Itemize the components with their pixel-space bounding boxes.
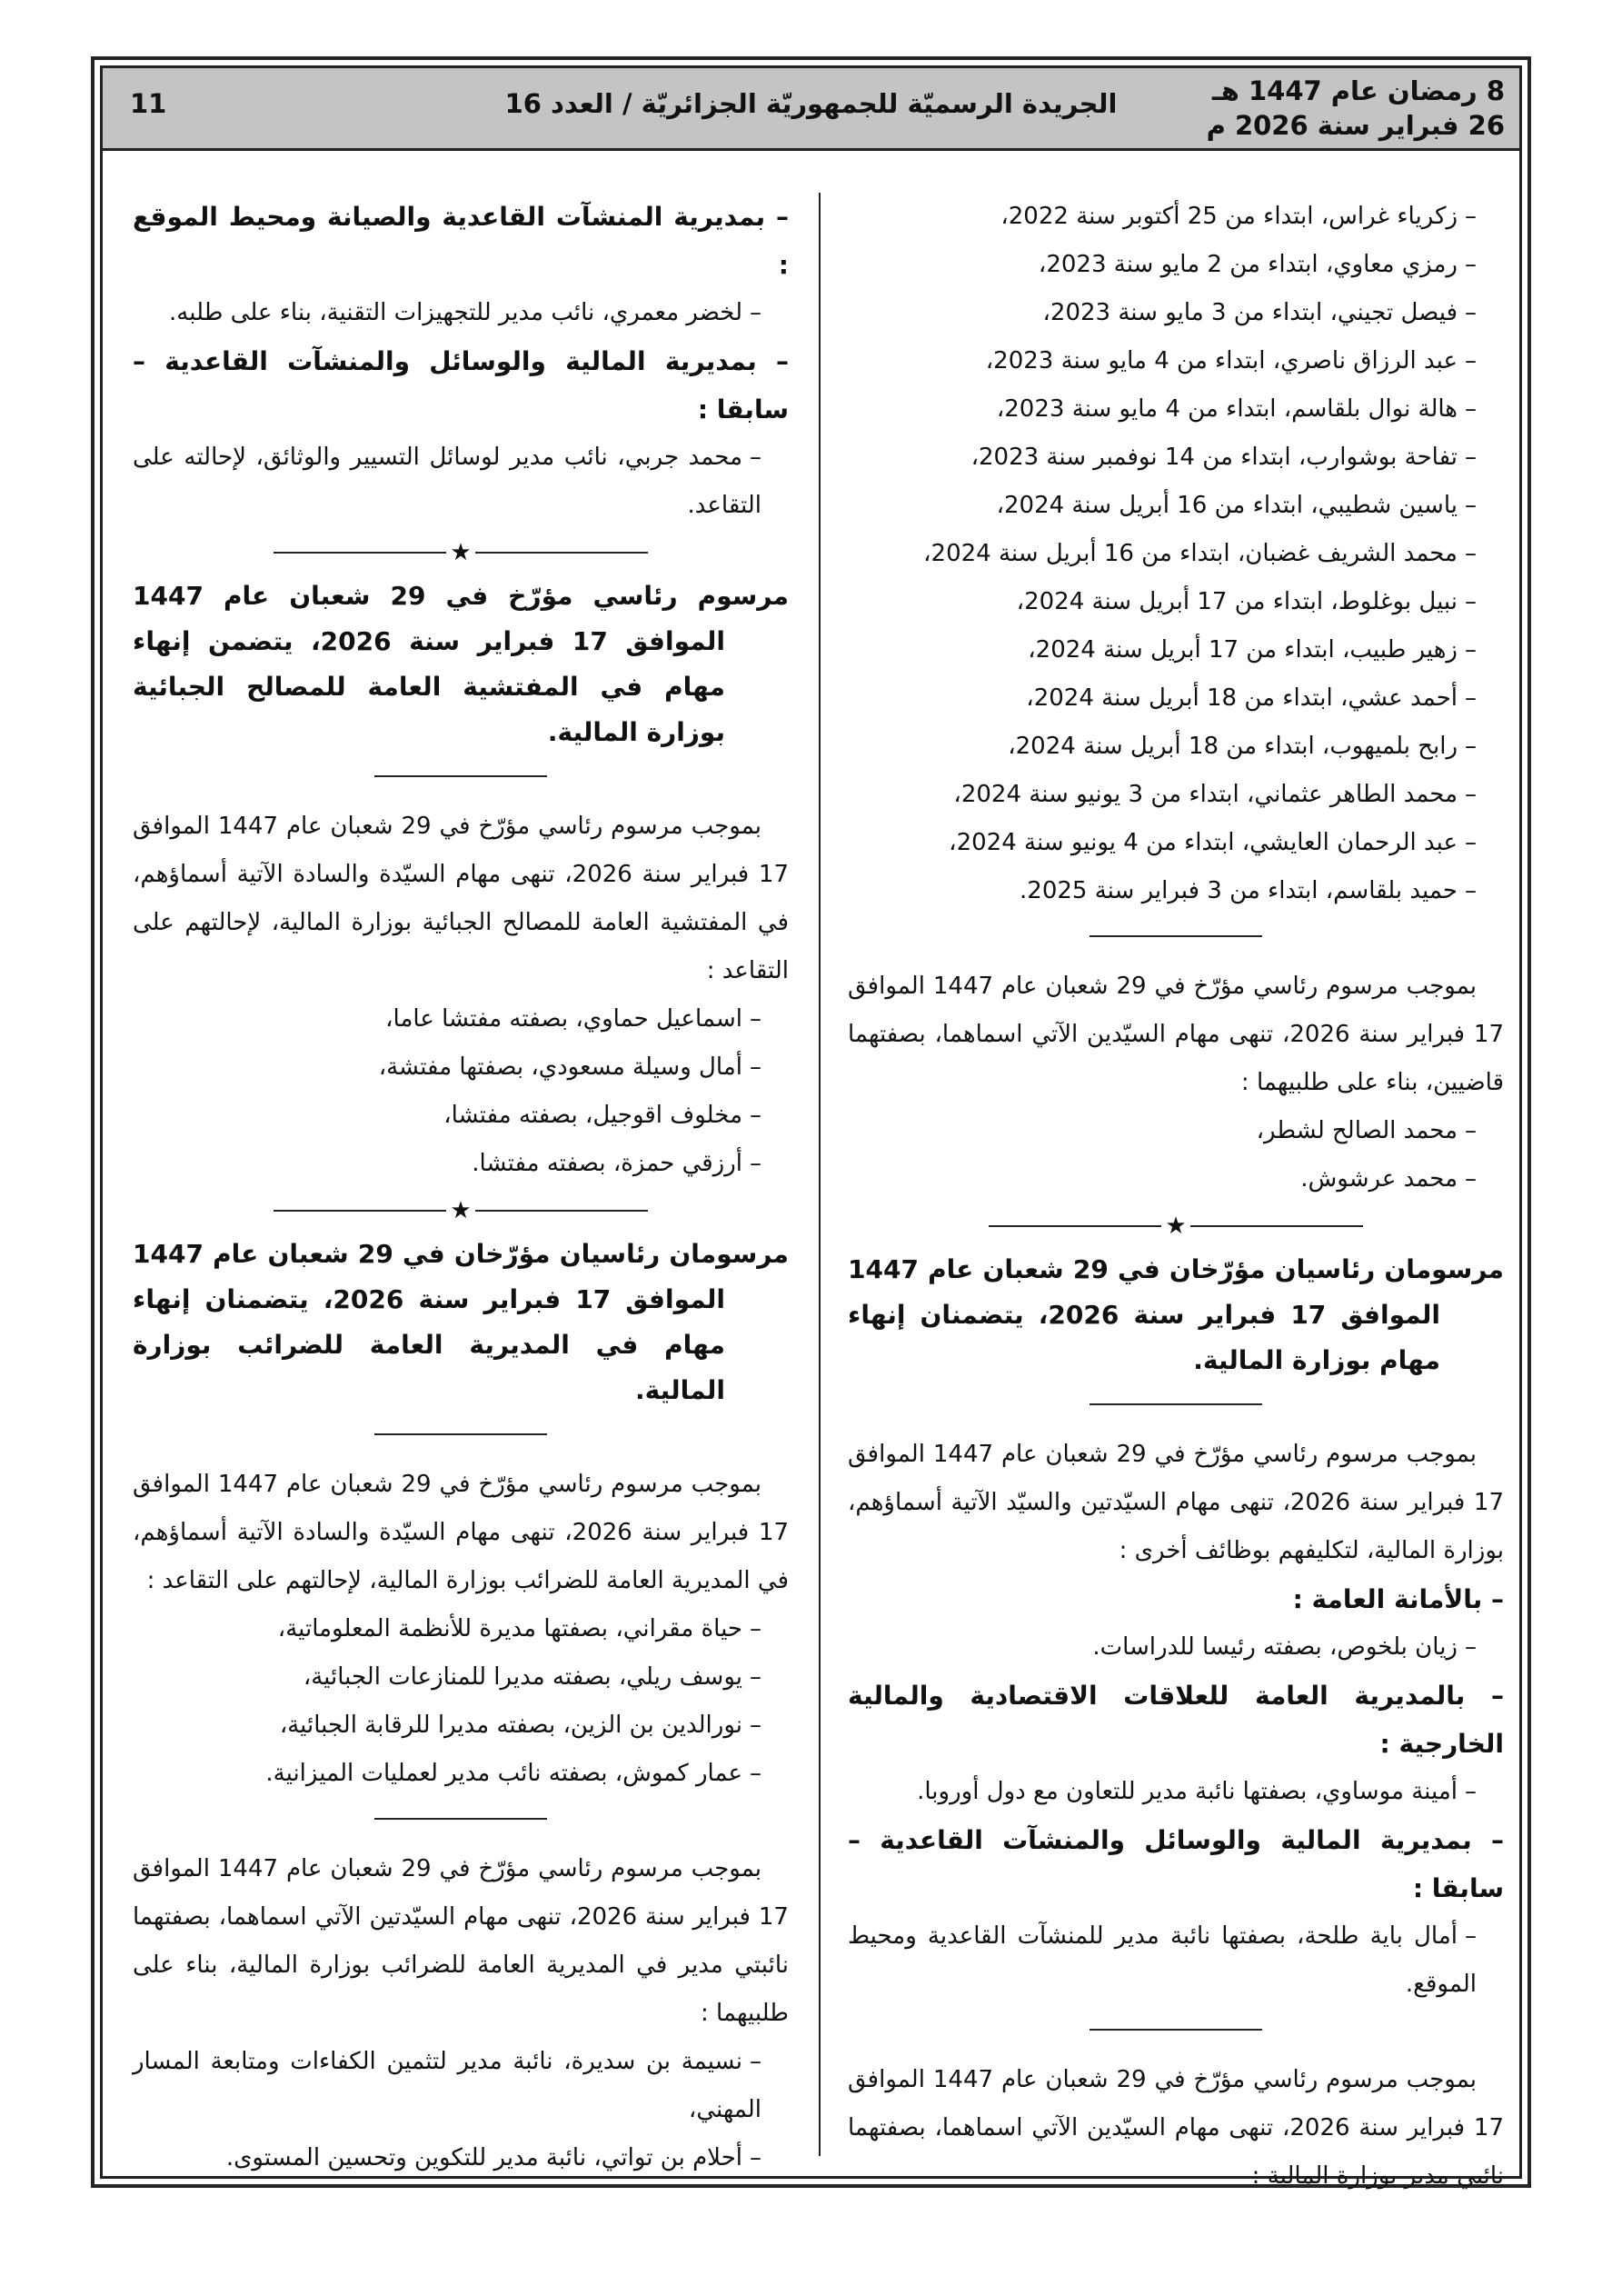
list-item-text: تفاحة بوشوارب، ابتداء من 14 نوفمبر سنة 2023،	[970, 444, 1458, 471]
list-item	[848, 1107, 1504, 1155]
separator-line	[1090, 935, 1262, 937]
dash-bullet: –	[1465, 492, 1477, 519]
list-item-text: يوسف ريلي، بصفته مديرا للمنازعات الجبائية،	[303, 1663, 742, 1691]
list-item	[133, 1605, 789, 1653]
list-item-text: محمد الشريف غضبان، ابتداء من 16 أبريل سنة 2024،	[923, 540, 1458, 567]
list-item	[848, 578, 1504, 626]
separator-line	[989, 1225, 1161, 1227]
dash-bullet: –	[1465, 1922, 1477, 1950]
decree-paragraph: بموجب مرسوم رئاسي مؤرّخ في 29 شعبان عام 1447 الموافق 17 فبراير سنة 2026، تنهى مهام السيّدتين الآتي اسماهما، بصفتهما نائبتي مدير في المديرية العامة للضرائب بوزارة المالية، بناء على طلبيهما :	[133, 1855, 789, 2027]
list-item-text: أرزقي حمزة، بصفته مفتشا.	[472, 1150, 742, 1177]
dash-bullet: –	[1465, 1778, 1477, 1805]
column-divider	[819, 193, 821, 2156]
list-item-text: أحلام بن تواتي، نائبة مدير للتكوين وتحسين المستوى.	[225, 2144, 742, 2171]
separator-line	[274, 552, 446, 554]
list-item-text: محمد جربي، نائب مدير لوسائل التسيير والوثائق، لإحالته على التقاعد.	[133, 444, 761, 519]
list-item	[848, 241, 1504, 289]
list-item-text: نورالدين بن الزين، بصفته مديرا للرقابة الجبائية،	[279, 1712, 742, 1739]
dash-bullet: –	[750, 1760, 761, 1787]
section-heading: – بالأمانة العامة :	[1292, 1584, 1504, 1614]
list-item	[133, 289, 789, 337]
list-item-text: عمار كموش، بصفته نائب مدير لعمليات الميزانية.	[265, 1760, 742, 1787]
list-item-text: زهير طبيب، ابتداء من 17 أبريل سنة 2024،	[1028, 636, 1458, 664]
list-item	[848, 193, 1504, 241]
list-item-text: رابح بلميهوب، ابتداء من 18 أبريل سنة 2024،	[1008, 733, 1458, 760]
separator-line	[374, 1433, 547, 1435]
decree-title: مرسوم رئاسي مؤرّخ في 29 شعبان عام 1447 الموافق 17 فبراير سنة 2026، يتضمن إنهاء مهام في المفتشية العامة للمصالح الجبائية بوزارة المالية.	[133, 581, 790, 747]
list-item-text: رمزي معاوي، ابتداء من 2 مايو سنة 2023،	[1038, 251, 1458, 278]
list-item	[848, 1155, 1504, 1203]
list-item	[133, 1092, 789, 1140]
list-item	[848, 723, 1504, 771]
dash-bullet: –	[1465, 733, 1477, 760]
list-item	[133, 1750, 789, 1798]
separator-line	[1190, 1225, 1363, 1227]
header-date-gregorian: 26 فبراير سنة 2026 م	[1206, 110, 1505, 141]
list-item-text: زكرياء غراس، ابتداء من 25 أكتوبر سنة 2022،	[1000, 203, 1458, 230]
list-item	[848, 674, 1504, 723]
dash-bullet: –	[750, 1102, 761, 1129]
right-column	[848, 193, 1504, 2201]
list-item	[133, 1043, 789, 1092]
list-item	[133, 1702, 789, 1750]
dash-bullet: –	[1465, 636, 1477, 664]
dash-bullet: –	[750, 444, 761, 471]
dash-bullet: –	[1465, 395, 1477, 423]
list-item-text: فيصل تجيني، ابتداء من 3 مايو سنة 2023،	[1042, 299, 1458, 326]
dash-bullet: –	[1465, 299, 1477, 326]
decree-paragraph: بموجب مرسوم رئاسي مؤرّخ في 29 شعبان عام 1447 الموافق 17 فبراير سنة 2026، تنهى مهام السيّدة والسادة الآتية أسماؤهم، في المديرية العامة للضرائب بوزارة المالية، لإحالتهم على التقاعد :	[133, 1471, 789, 1594]
decree-paragraph: بموجب مرسوم رئاسي مؤرّخ في 29 شعبان عام 1447 الموافق 17 فبراير سنة 2026، تنهى مهام السيّدين الآتي اسماهما، بصفتهما قاضيين، بناء على طلبيهما :	[848, 973, 1504, 1096]
list-item	[848, 867, 1504, 915]
dash-bullet: –	[1465, 829, 1477, 856]
list-item-text: نبيل بوغلوط، ابتداء من 17 أبريل سنة 2024،	[1016, 588, 1458, 615]
list-item-text: محمد الطاهر عثماني، ابتداء من 3 يونيو سنة 2024،	[953, 781, 1458, 808]
list-item-text: هالة نوال بلقاسم، ابتداء من 4 مايو سنة 2023،	[996, 395, 1458, 423]
dash-bullet: –	[1465, 781, 1477, 808]
list-item	[848, 626, 1504, 674]
list-item-text: أمال وسيلة مسعودي، بصفتها مفتشة،	[378, 1053, 742, 1081]
list-item	[848, 1768, 1504, 1816]
star-separator	[848, 1213, 1504, 1240]
decree-paragraph: بموجب مرسوم رئاسي مؤرّخ في 29 شعبان عام 1447 الموافق 17 فبراير سنة 2026، تنهى مهام السيّدتين والسيّد الآتية أسماؤهم، بوزارة المالية، لتكليفهم بوظائف أخرى :	[848, 1441, 1504, 1564]
star-icon: ★	[1165, 1213, 1187, 1240]
section-heading: – بالمديرية العامة للعلاقات الاقتصادية والمالية الخارجية :	[848, 1681, 1504, 1759]
dash-bullet: –	[1465, 347, 1477, 374]
dash-bullet: –	[750, 1005, 761, 1033]
list-item	[133, 434, 789, 530]
dash-bullet: –	[750, 1150, 761, 1177]
star-icon: ★	[450, 1197, 472, 1224]
star-separator	[133, 1197, 789, 1224]
dash-bullet: –	[1465, 1165, 1477, 1193]
list-item	[848, 530, 1504, 578]
list-item	[133, 2134, 789, 2182]
decree-paragraph: بموجب مرسوم رئاسي مؤرّخ في 29 شعبان عام 1447 الموافق 17 فبراير سنة 2026، تنهى مهام السيّدين الآتي اسماهما، بصفتهما نائبي مدير بوزارة المالية :	[848, 2066, 1504, 2190]
dash-bullet: –	[1465, 444, 1477, 471]
dash-bullet: –	[750, 1712, 761, 1739]
list-item	[133, 1140, 789, 1188]
dash-bullet: –	[750, 1615, 761, 1642]
dash-bullet: –	[750, 299, 761, 326]
list-item-text: اسماعيل حماوي، بصفته مفتشا عاما،	[385, 1005, 742, 1033]
dash-bullet: –	[750, 2048, 761, 2075]
header-title: الجريدة الرسميّة للجمهوريّة الجزائريّة / العدد 16	[504, 88, 1118, 119]
separator-line	[1090, 1403, 1262, 1405]
list-item-text: محمد عرشوش.	[1300, 1165, 1458, 1193]
separator-line	[1090, 2029, 1262, 2031]
list-item-text: أحمد عشي، ابتداء من 18 أبريل سنة 2024،	[1026, 684, 1458, 712]
list-item-text: حميد بلقاسم، ابتداء من 3 فبراير سنة 2025.	[1020, 877, 1458, 904]
page-header	[103, 68, 1519, 151]
header-date-hijri: 8 رمضان عام 1447 هـ	[1211, 75, 1505, 106]
dash-bullet: –	[1465, 877, 1477, 904]
list-item-text: نسيمة بن سديرة، نائبة مدير لتثمين الكفاءات ومتابعة المسار المهني،	[133, 2048, 761, 2123]
section-heading: – بمديرية المالية والوسائل والمنشآت القاعدية – سابقا :	[848, 1825, 1504, 1903]
dash-bullet: –	[1465, 203, 1477, 230]
separator-line	[475, 552, 648, 554]
left-column	[133, 193, 789, 2182]
list-item-text: ياسين شطيبي، ابتداء من 16 أبريل سنة 2024،	[996, 492, 1458, 519]
star-icon: ★	[450, 539, 472, 566]
list-item-text: عبد الرزاق ناصري، ابتداء من 4 مايو سنة 2023،	[985, 347, 1458, 374]
list-item	[848, 385, 1504, 434]
list-item-text: حياة مقراني، بصفتها مديرة للأنظمة المعلوماتية،	[277, 1615, 742, 1642]
list-item	[848, 337, 1504, 385]
list-item-text: لخضر معمري، نائب مدير للتجهيزات التقنية، بناء على طلبه.	[169, 299, 742, 326]
list-item	[133, 1653, 789, 1702]
list-item-text: أمينة موساوي، بصفتها نائبة مدير للتعاون مع دول أوروبا.	[917, 1778, 1458, 1805]
separator-line	[475, 1210, 648, 1212]
separator-line	[374, 775, 547, 777]
list-item-text: عبد الرحمان العايشي، ابتداء من 4 يونيو سنة 2024،	[949, 829, 1458, 856]
list-item	[848, 1912, 1504, 2009]
list-item	[848, 482, 1504, 530]
decree-title: مرسومان رئاسيان مؤرّخان في 29 شعبان عام 1447 الموافق 17 فبراير سنة 2026، يتضمنان إنهاء مهام في المديرية العامة للضرائب بوزارة المالية.	[133, 1239, 790, 1405]
decree-paragraph: بموجب مرسوم رئاسي مؤرّخ في 29 شعبان عام 1447 الموافق 17 فبراير سنة 2026، تنهى مهام السيّدة والسادة الآتية أسماؤهم، في المفتشية العامة للمصالح الجبائية بوزارة المالية، لإحالتهم على التقاعد :	[133, 813, 789, 984]
list-item	[848, 1623, 1504, 1672]
page-number: 11	[130, 88, 167, 119]
star-separator	[133, 539, 789, 566]
dash-bullet: –	[1465, 540, 1477, 567]
separator-line	[374, 1818, 547, 1820]
list-item	[133, 2038, 789, 2134]
list-item	[848, 289, 1504, 337]
dash-bullet: –	[750, 2144, 761, 2171]
list-item-text: مخلوف اقوجيل، بصفته مفتشا،	[443, 1102, 742, 1129]
decree-title: مرسومان رئاسيان مؤرّخان في 29 شعبان عام 1447 الموافق 17 فبراير سنة 2026، يتضمنان إنهاء مهام بوزارة المالية.	[848, 1254, 1505, 1375]
dash-bullet: –	[750, 1663, 761, 1691]
section-heading: – بمديرية المنشآت القاعدية والصيانة ومحيط الموقع :	[133, 202, 789, 280]
dash-bullet: –	[1465, 588, 1477, 615]
section-heading: – بمديرية المالية والوسائل والمنشآت القاعدية – سابقا :	[133, 346, 789, 424]
list-item-text: محمد الصالح لشطر،	[1256, 1117, 1458, 1144]
list-item-text: زيان بلخوص، بصفته رئيسا للدراسات.	[1092, 1633, 1458, 1661]
dash-bullet: –	[750, 1053, 761, 1081]
list-item	[848, 819, 1504, 867]
list-item	[133, 995, 789, 1043]
dash-bullet: –	[1465, 1633, 1477, 1661]
list-item	[848, 771, 1504, 819]
dash-bullet: –	[1465, 684, 1477, 712]
list-item-text: أمال باية طلحة، بصفتها نائبة مدير للمنشآت القاعدية ومحيط الموقع.	[848, 1922, 1477, 1998]
list-item	[848, 434, 1504, 482]
dash-bullet: –	[1465, 251, 1477, 278]
separator-line	[274, 1210, 446, 1212]
dash-bullet: –	[1465, 1117, 1477, 1144]
